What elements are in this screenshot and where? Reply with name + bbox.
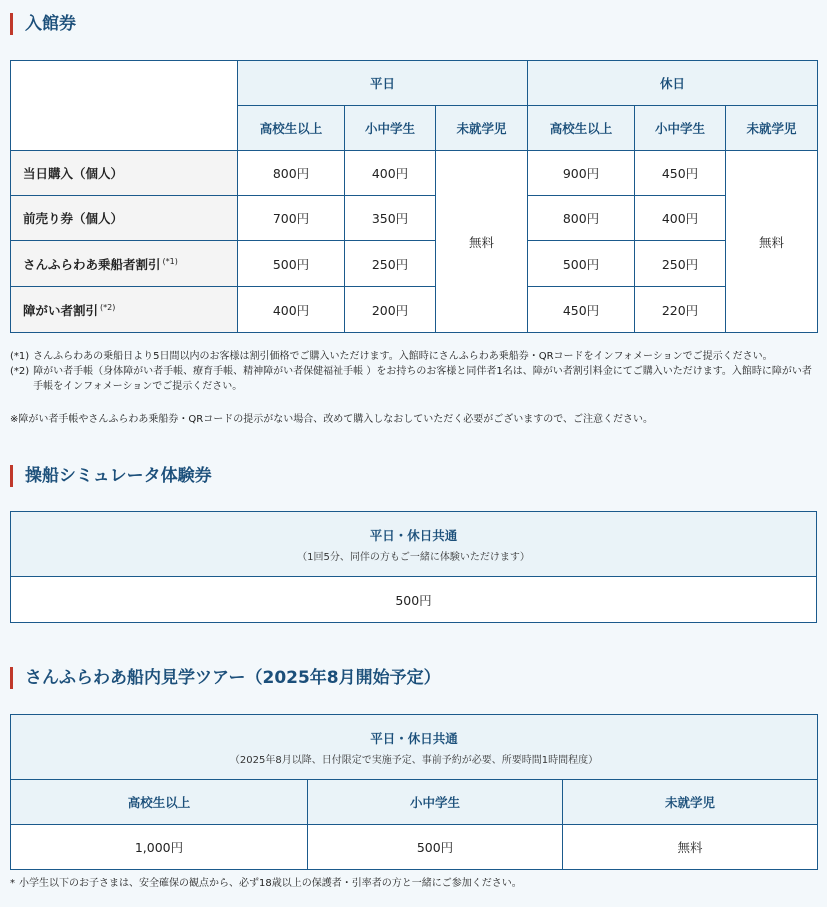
admission-price-table	[10, 60, 818, 333]
row-label	[11, 287, 238, 333]
tour-header-text: 平日・休日共通	[370, 730, 458, 746]
footnote-1	[10, 349, 820, 364]
tour-title-text: さんふらわあ船内見学ツアー（2025年8月開始予定）	[25, 668, 441, 688]
row-label	[11, 196, 238, 241]
price-cell: 450円	[528, 287, 635, 333]
admission-section-title	[10, 13, 76, 35]
price-cell: 200円	[345, 287, 436, 333]
holiday-col-high: 高校生以上	[528, 106, 635, 151]
tour-header	[11, 715, 818, 780]
table-row	[11, 287, 818, 333]
price-cell: 250円	[635, 241, 726, 287]
simulator-header-text: 平日・休日共通	[369, 527, 458, 543]
footnote-mark: (*1)	[162, 256, 178, 266]
simulator-title-text: 操船シミュレータ体験券	[25, 466, 212, 486]
tour-col-high: 高校生以上	[11, 780, 308, 825]
weekday-header: 平日	[238, 61, 528, 106]
simulator-price-table	[10, 511, 817, 623]
row-label	[11, 241, 238, 287]
holiday-preschool-free: 無料	[726, 151, 818, 333]
price-cell: 800円	[238, 151, 345, 196]
price-cell: 500円	[238, 241, 345, 287]
tour-note-text: 小学生以下のお子さまは、安全確保の観点から、必ず18歳以上の保護者・引率者の方と一緒にご参加ください。	[19, 878, 522, 889]
price-cell: 350円	[345, 196, 436, 241]
admission-title-text: 入館券	[25, 14, 76, 34]
footnote-1-mark: (*1)	[10, 351, 30, 362]
tour-header-sub: （2025年8月以降、日付限定で実施予定、事前予約が必要、所要時間1時間程度）	[229, 754, 599, 766]
tour-price-pre: 無料	[563, 825, 818, 870]
table-row	[11, 196, 818, 241]
row-label-text: 当日購入（個人）	[23, 166, 124, 181]
tour-col-mid: 小中学生	[308, 780, 563, 825]
holiday-col-pre: 未就学児	[726, 106, 818, 151]
footnote-1-text: さんふらわあの乗船日より5日間以内のお客様は割引価格でご購入いただけます。入館時にさんふらわあ乗船券・QRコードをインフォメーションでご提示ください。	[33, 351, 773, 362]
admission-corner-cell	[11, 61, 238, 151]
price-cell: 500円	[528, 241, 635, 287]
table-row	[11, 151, 818, 196]
price-cell: 250円	[345, 241, 436, 287]
row-label-text: 障がい者割引	[23, 302, 99, 318]
simulator-header-sub: （1回5分、同伴の方もご一緒に体験いただけます）	[297, 551, 530, 563]
weekday-preschool-free: 無料	[436, 151, 528, 333]
row-label	[11, 151, 238, 196]
simulator-price: 500円	[11, 577, 817, 623]
row-label-text: さんふらわあ乗船者割引	[23, 256, 161, 272]
price-cell: 400円	[635, 196, 726, 241]
weekday-col-pre: 未就学児	[436, 106, 528, 151]
tour-note	[10, 876, 820, 891]
simulator-section-title	[10, 465, 212, 487]
price-cell: 400円	[238, 287, 345, 333]
tour-price-table	[10, 714, 818, 870]
tour-price-high: 1,000円	[11, 825, 308, 870]
table-row	[11, 825, 818, 870]
tour-price-mid: 500円	[308, 825, 563, 870]
tour-section-title	[10, 667, 441, 689]
table-row	[11, 241, 818, 287]
tour-note-mark: *	[10, 878, 15, 889]
simulator-header	[11, 512, 817, 577]
price-cell: 400円	[345, 151, 436, 196]
price-cell: 450円	[635, 151, 726, 196]
weekday-col-high: 高校生以上	[238, 106, 345, 151]
footnote-2	[10, 364, 820, 394]
holiday-col-mid: 小中学生	[635, 106, 726, 151]
row-label-text: 前売り券（個人）	[23, 211, 124, 226]
price-cell: 800円	[528, 196, 635, 241]
tour-col-pre: 未就学児	[563, 780, 818, 825]
holiday-header: 休日	[528, 61, 818, 106]
footnote-mark: (*2)	[100, 302, 116, 312]
footnote-2-mark: (*2)	[10, 366, 30, 377]
price-cell: 220円	[635, 287, 726, 333]
price-cell: 900円	[528, 151, 635, 196]
weekday-col-mid: 小中学生	[345, 106, 436, 151]
caution-note: ※障がい者手帳やさんふらわあ乗船券・QRコードの提示がない場合、改めて購入しなおしていただく必要がございますので、ご注意ください。	[10, 414, 653, 425]
footnote-2-text: 障がい者手帳（身体障がい者手帳、療育手帳、精神障がい者保健福祉手帳 ）をお持ちのお客様と同伴者1名は、障がい者割引料金にてご購入いただけます。入館時に障がい者手帳をインフォメーションでご提示ください。	[33, 366, 812, 392]
tour-note-line	[10, 876, 820, 891]
price-cell: 700円	[238, 196, 345, 241]
admission-notes	[10, 349, 820, 427]
